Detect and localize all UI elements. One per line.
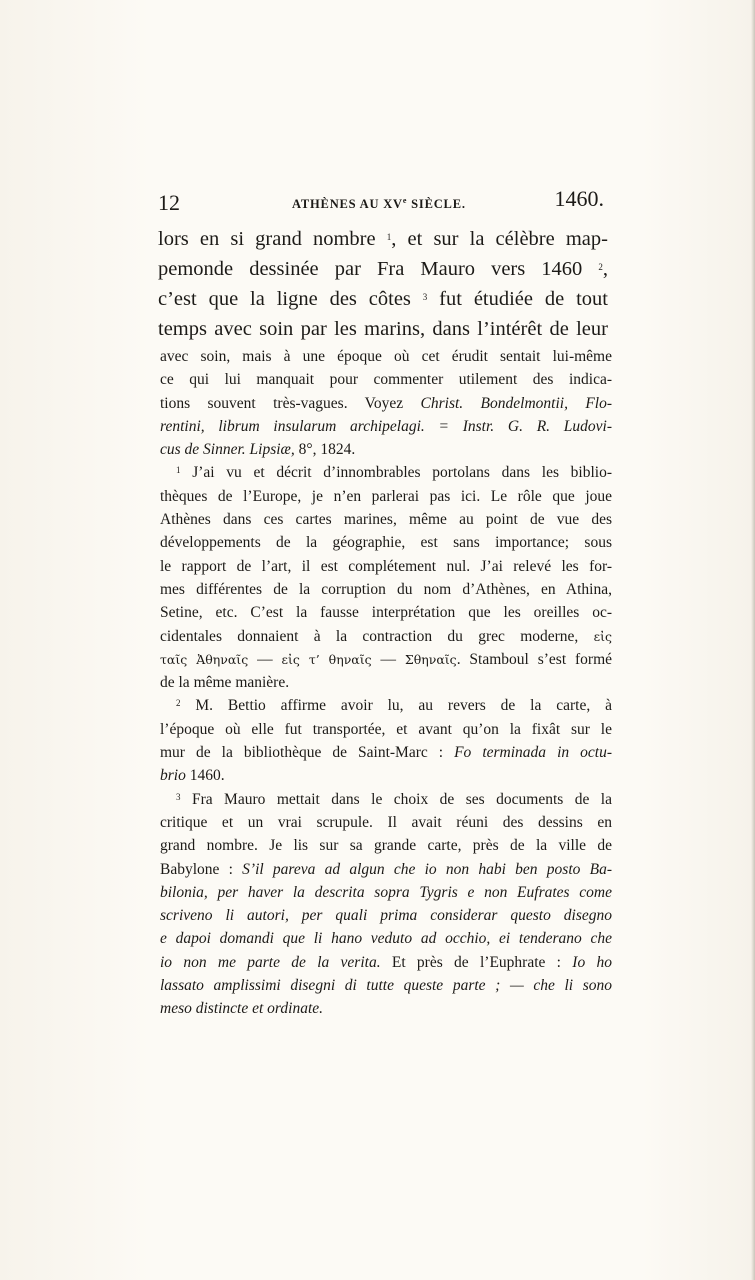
note-line [160,741,612,764]
note-line [160,648,612,671]
note-line [160,997,612,1020]
note-text: tions souvent très-vagues. Voyez [160,394,421,412]
note-line [160,415,612,438]
note-line [160,764,612,787]
note-line: thèques de l’Europe, je n’en parlerai pas ici. Le rôle que joue [160,487,612,505]
note-line [160,951,612,974]
running-title-text: ATHÈNES AU XV [292,197,403,212]
footnote-1 [160,461,612,694]
note-line: Setine, etc. C’est la fausse interprétation que les oreilles oc- [160,604,612,622]
note-line: Athènes dans ces cartes marines, même au point de vue des [160,511,612,529]
footnote-marker-1: 1 [176,465,181,476]
note-line [160,881,612,904]
note-line [160,694,612,717]
note-italic: lassato amplissimi disegni di tutte queste parte ; — che li sono [160,977,612,995]
note-text: Et près de l’Euphrate : [380,953,573,971]
footnote-ref-2: 2 [598,262,603,272]
note-italic: Fo terminada in octu- [454,744,612,762]
note-text: 8°, 1824. [294,441,356,459]
note-line [160,392,612,415]
note-line: l’époque où elle fut transportée, et avant qu’on la fixât sur le [160,720,612,738]
note-line [160,625,612,648]
note-italic: Christ. Bondelmontii, Flo- [420,394,613,412]
note-line [160,904,612,927]
main-line-2-b: , [602,258,608,280]
note-line [160,788,612,811]
footnote-marker-3: 3 [176,791,181,802]
note-line: critique et un vrai scrupule. Il avait réuni des dessins en [160,813,612,831]
note-italic: scriveno li autori, per quali prima considerar questo disegno [160,907,612,925]
running-title-sup: e [402,196,408,205]
footnotes [160,345,612,1021]
footnote-2 [160,694,612,787]
note-line: le rapport de l’art, il est complétement nul. J’ai relevé les for- [160,557,612,575]
note-line [160,461,612,484]
note-italic: e dapoi domandi que li hano veduto ad occhio, ei tenderano che [160,930,612,948]
greek-text: Σθηναῖς [404,651,457,667]
footnote-ref-1: 1 [386,232,392,242]
note-text: — [248,650,282,668]
note-italic: rentini, librum insularum archipelagi. = Instr. G. R. Ludovi- [160,417,612,435]
note-text: Babylone : [160,860,243,878]
note-line [160,927,612,950]
note-line [160,858,612,881]
greek-text: εἰς [593,628,612,644]
note-italic: S’il pareva ad algun che io non habi ben posto Ba- [242,860,612,878]
main-line-3-a: c’est que la ligne des côtes [158,288,423,310]
note-text: J’ai vu et décrit d’innombrables portolans dans les biblio- [180,464,612,482]
note-line: grand nombre. Je lis sur sa grande carte, près de la ville de [160,837,612,855]
note-italic: brio [160,767,186,785]
note-italic: meso distincte et ordinate. [160,1000,324,1018]
note-line: développements de la géographie, est sans importance; sous [160,534,612,552]
note-italic: cus de Sinner. Lipsiæ, [160,441,295,459]
note-text: . Stamboul s’est formé [456,650,613,668]
page-edge-shadow [751,0,755,1280]
page-header [158,186,606,220]
greek-text: ταῖς Ἀθηναῖς [160,651,249,667]
footnote-marker-2: 2 [176,698,181,709]
note-text: Fra Mauro mettait dans le choix de ses documents de la [180,790,612,808]
header-year: 1460. [554,186,604,211]
note-italic: io non me parte de la verita. [160,953,381,971]
note-line: ce qui lui manquait pour commenter utilement des indica- [160,371,612,389]
greek-text: εἰς τ’ θηναῖς [281,651,372,667]
main-line-1 [158,224,608,254]
note-line: de la même manière. [160,674,290,692]
footnote-ref-3: 3 [422,292,428,302]
note-text: mur de la bibliothèque de Saint-Marc : [160,744,455,762]
note-line [160,438,612,461]
note-italic: bilonia, per haver la descrita sopra Tygris e non Eufrates come [160,883,612,901]
footnote-continuation [160,345,612,461]
running-title [292,196,466,212]
page-number: 12 [158,190,180,215]
note-text: 1460. [185,767,225,785]
main-line-3-b: fut étudiée de tout [427,288,609,310]
main-line-4: temps avec soin par les marins, dans l’intérêt de leur [158,318,608,340]
main-line-2 [158,254,608,284]
note-text: M. Bettio affirme avoir lu, au revers de la carte, à [180,697,612,715]
footnote-3 [160,788,612,1021]
note-text: — [371,650,405,668]
note-line: mes différentes de la corruption du nom d’Athènes, en Athina, [160,580,612,598]
main-line-1-a: lors en si grand nombre [158,228,387,250]
note-italic: Io ho [572,953,612,971]
note-text: cidentales donnaient à la contraction du grec moderne, [160,627,594,645]
main-line-3 [158,284,608,314]
main-line-2-a: pemonde dessinée par Fra Mauro vers 1460 [158,258,599,280]
main-text [158,224,608,344]
note-line [160,974,612,997]
running-title-tail: SIÈCLE. [407,197,466,212]
note-line: avec soin, mais à une époque où cet érudit sentait lui-même [160,348,612,365]
main-line-1-b: , et sur la célèbre map- [391,228,608,250]
